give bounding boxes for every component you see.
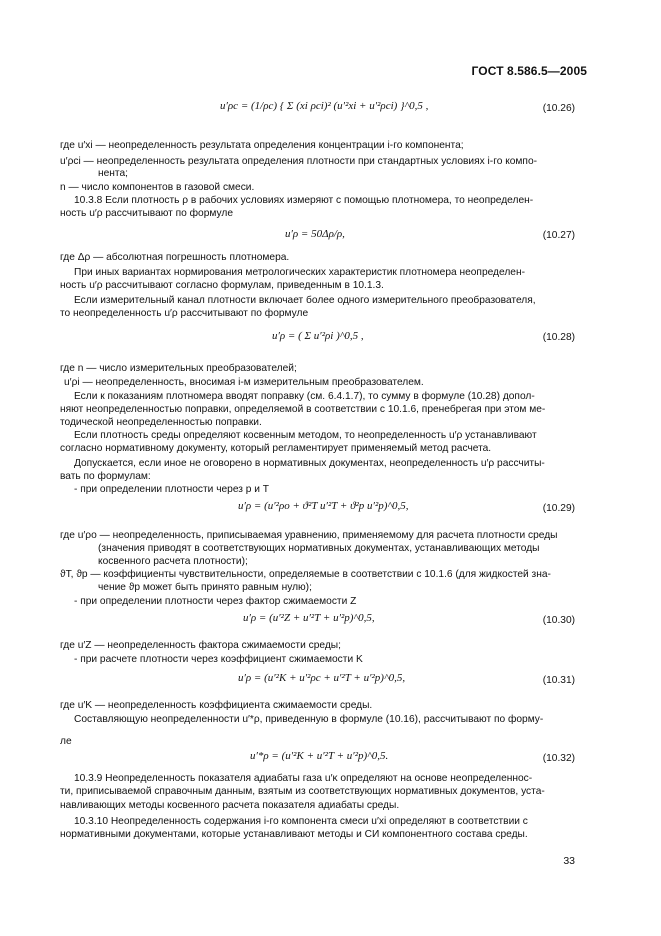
text-line: где u′K — неопределенность коэффициента сжимаемости среды. <box>60 700 373 711</box>
page-header: ГОСТ 8.586.5—2005 <box>471 64 587 78</box>
text-line: Допускается, если иное не оговорено в нормативных документах, неопределенность u′ρ рассчиты- <box>74 458 545 469</box>
formula-10-32: u′*ρ = (u′²K + u′²T + u′²p)^0,5. <box>250 750 389 762</box>
text-line: - при расчете плотности через коэффициент сжимаемости K <box>74 654 363 665</box>
text-line: При иных вариантах нормирования метрологических характеристик плотномера неопределен- <box>74 267 525 278</box>
text-line: няют неопределенностью поправки, определяемой в соответствии с 10.1.6, пренебрегая при этом ме- <box>60 404 546 415</box>
text-line: u′ρi — неопределенность, вносимая i-м измерительным преобразователем. <box>64 377 424 388</box>
text-line: ти, приписываемой справочным данным, взятым из соответствующих нормативных документов, уста- <box>60 786 545 797</box>
text-line: где u′Z — неопределенность фактора сжимаемости среды; <box>60 640 341 651</box>
text-line: 10.3.9 Неопределенность показателя адиабаты газа u′κ определяют на основе неопределеннос- <box>74 773 533 784</box>
text-line: - при определении плотности через фактор сжимаемости Z <box>74 596 357 607</box>
eq-number: (10.29) <box>542 503 575 514</box>
text-line: нента; <box>98 168 128 179</box>
eq-number: (10.30) <box>542 615 575 626</box>
text-line: n — число компонентов в газовой смеси. <box>60 182 255 193</box>
text-line: (значения приводят в соответствующих нормативных документах, устанавливающих методы <box>98 543 540 554</box>
text-line: чение ϑp может быть принято равным нулю); <box>98 582 312 593</box>
text-line: 10.3.8 Если плотность ρ в рабочих условиях измеряют с помощью плотномера, то неопределен- <box>74 195 534 206</box>
eq-number: (10.28) <box>542 332 575 343</box>
eq-number: (10.26) <box>542 103 575 114</box>
text-line: - при определении плотности через p и T <box>74 484 270 495</box>
text-line: Если измерительный канал плотности включает более одного измерительного преобразователя, <box>74 295 536 306</box>
text-line: где Δρ — абсолютная погрешность плотномера. <box>60 252 290 263</box>
text-line: ле <box>60 736 72 747</box>
text-line: то неопределенность u′ρ рассчитывают по формуле <box>60 308 309 319</box>
text-line: Составляющую неопределенности u′*ρ, приведенную в формуле (10.16), рассчитывают по форму- <box>74 714 544 725</box>
text-line: согласно нормативному документу, который регламентирует применяемый метод расчета. <box>60 443 492 454</box>
text-line: где u′ρo — неопределенность, приписываемая уравнению, применяемому для расчета плотности среды <box>60 530 558 541</box>
formula-10-27: u′ρ = 50Δρ/ρ, <box>285 228 345 240</box>
text-line: вать по формулам: <box>60 471 151 482</box>
text-line: нормативными документами, которые устанавливают методы и СИ компонентного состава среды. <box>60 829 528 840</box>
text-line: где u′xi — неопределенность результата определения концентрации i-го компонента; <box>60 140 464 151</box>
text-line: Если к показаниям плотномера вводят поправку (см. 6.4.1.7), то сумму в формуле (10.28) допол- <box>74 391 535 402</box>
text-line: ность u′ρ рассчитывают по формуле <box>60 208 233 219</box>
text-line: Если плотность среды определяют косвенным методом, то неопределенность u′ρ устанавливают <box>74 430 537 441</box>
text-line: навливающих методы косвенного расчета показателя адиабаты среды. <box>60 800 400 811</box>
formula-10-29: u′ρ = (u′²ρo + ϑ²T u′²T + ϑ²p u′²p)^0,5, <box>238 500 409 512</box>
text-line: u′ρci — неопределенность результата определения плотности при стандартных условиях i-го компо- <box>60 156 538 167</box>
text-line: тодической неопределенностью поправки. <box>60 417 262 428</box>
formula-10-30: u′ρ = (u′²Z + u′²T + u′²p)^0,5, <box>243 612 375 624</box>
text-line: ность u′ρ рассчитывают согласно формулам, приведенным в 10.1.3. <box>60 280 384 291</box>
text-line: 10.3.10 Неопределенность содержания i-го компонента смеси u′xi определяют в соответствии с <box>74 816 528 827</box>
eq-number: (10.32) <box>542 753 575 764</box>
page-number: 33 <box>563 855 575 867</box>
formula-10-31: u′ρ = (u′²K + u′²ρc + u′²T + u′²p)^0,5, <box>238 672 406 684</box>
text-line: косвенного расчета плотности); <box>98 556 248 567</box>
text-line: где n — число измерительных преобразователей; <box>60 363 297 374</box>
eq-number: (10.27) <box>542 230 575 241</box>
formula-10-26: u′ρc = (1/ρc) { Σ (xi ρci)² (u′²xi + u′²ρci) }^0,5 , <box>220 100 429 112</box>
text-line: ϑT, ϑp — коэффициенты чувствительности, определяемые в соответствии с 10.1.6 (для жидкостей зна- <box>60 569 551 580</box>
eq-number: (10.31) <box>542 675 575 686</box>
formula-10-28: u′ρ = ( Σ u′²ρi )^0,5 , <box>272 330 364 342</box>
